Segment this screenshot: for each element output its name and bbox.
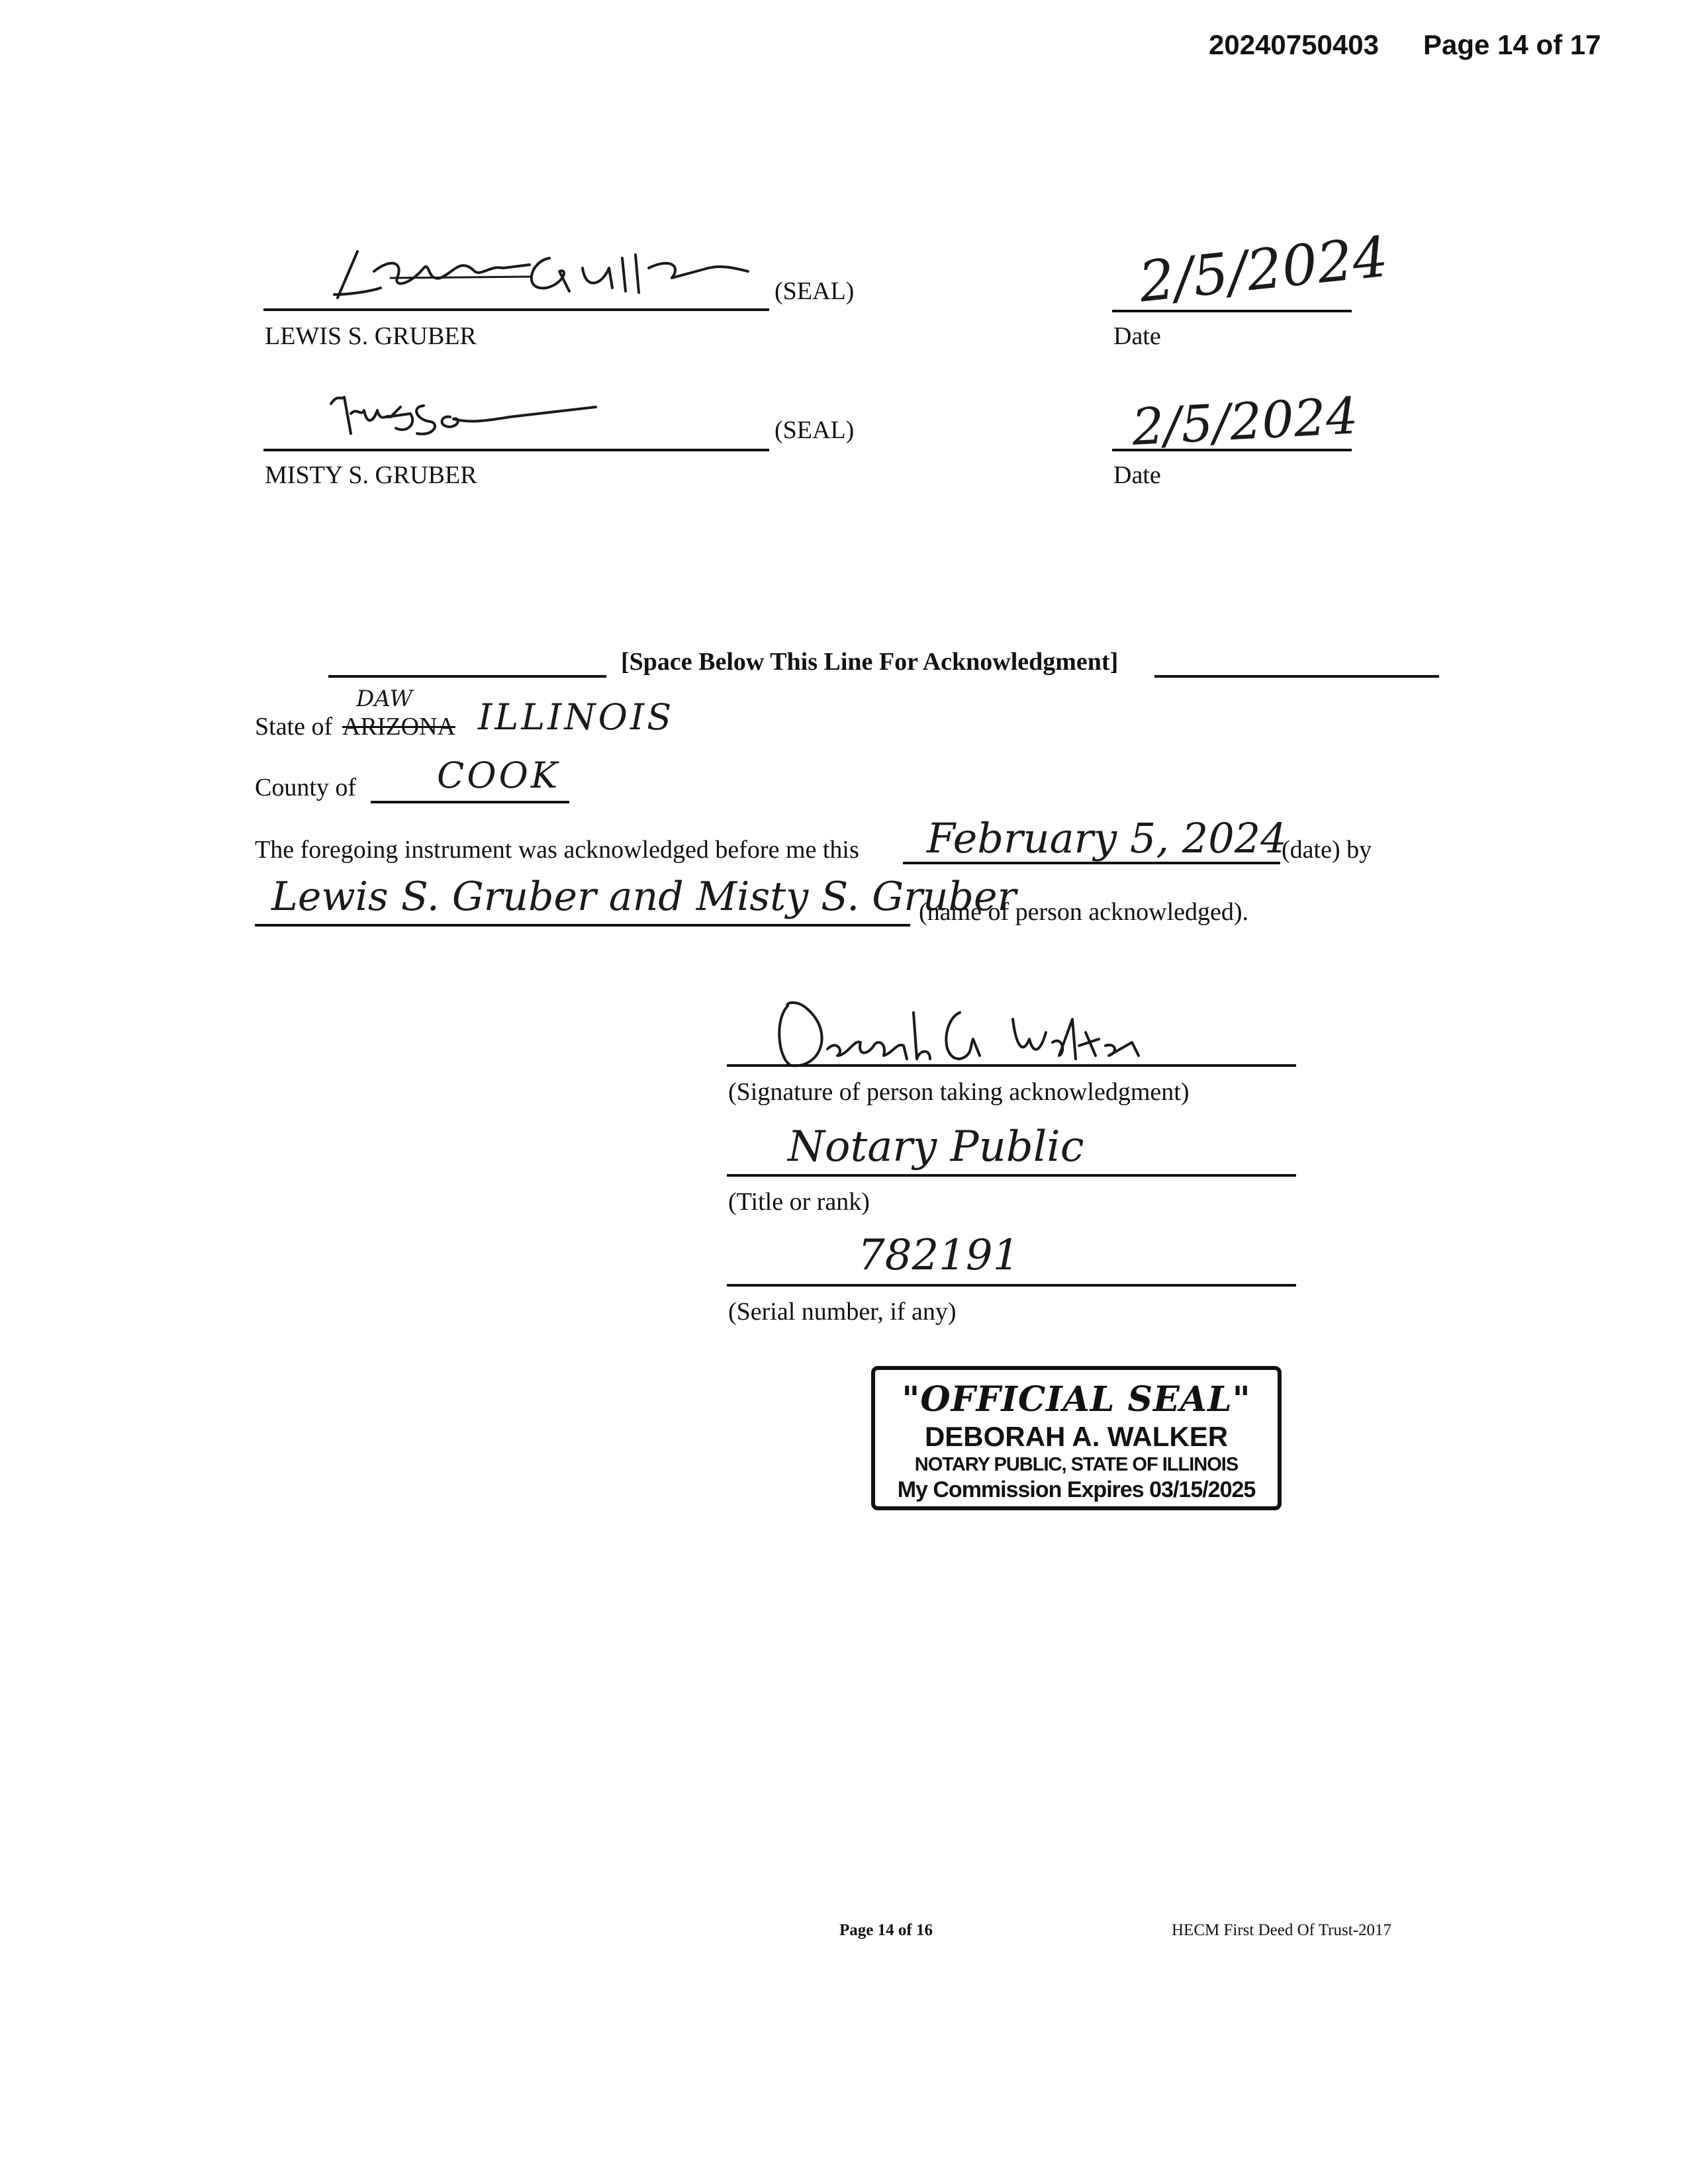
borrower2-printed-name: MISTY S. GRUBER: [265, 461, 477, 489]
seal-notary-name: DEBORAH A. WALKER: [924, 1421, 1229, 1452]
persons-acknowledged-handwritten: Lewis S. Gruber and Misty S. Gruber: [271, 874, 1017, 920]
persons-acknowledged-label: (name of person acknowledged).: [919, 898, 1249, 926]
seal-jurisdiction: NOTARY PUBLIC, STATE OF ILLINOIS: [914, 1454, 1239, 1475]
borrower2-date-handwritten: 2/5/2024: [1130, 386, 1360, 457]
notary-title-handwritten: Notary Public: [788, 1122, 1084, 1171]
notary-title-label: (Title or rank): [728, 1188, 870, 1216]
date-suffix-label: (date) by: [1282, 836, 1372, 864]
official-seal-stamp: [871, 1366, 1282, 1510]
notary-serial-label: (Serial number, if any): [728, 1298, 957, 1326]
borrower1-signature: [311, 232, 774, 308]
state-printed-struck: ARIZONA: [342, 713, 455, 741]
state-handwritten: ILLINOIS: [478, 696, 675, 738]
borrower2-date-label: Date: [1113, 461, 1161, 489]
acknowledgment-date-handwritten: February 5, 2024: [927, 814, 1287, 862]
foregoing-text: The foregoing instrument was acknowledged before me this: [255, 836, 859, 864]
borrower1-date-handwritten: 2/5/2024: [1135, 224, 1391, 315]
state-initials: DAW: [356, 686, 413, 712]
notary-signature-label: (Signature of person taking acknowledgment): [728, 1078, 1190, 1106]
county-label: County of: [255, 774, 357, 801]
borrower1-seal-label: (SEAL): [774, 277, 855, 305]
notary-signature: [761, 993, 1172, 1072]
borrower2-signature: [318, 387, 635, 447]
notary-serial-handwritten: 782191: [858, 1231, 1020, 1280]
seal-commission-expiry: My Commission Expires 03/15/2025: [897, 1477, 1256, 1502]
borrower1-printed-name: LEWIS S. GRUBER: [265, 322, 477, 350]
footer-form-name: HECM First Deed Of Trust-2017: [1172, 1921, 1391, 1939]
document-number: 20240750403: [1209, 29, 1379, 60]
state-label: State of: [255, 713, 333, 741]
county-handwritten: COOK: [437, 754, 561, 796]
borrower1-date-label: Date: [1113, 322, 1161, 350]
borrower2-seal-label: (SEAL): [774, 416, 855, 444]
seal-title: "OFFICIAL SEAL": [902, 1379, 1251, 1420]
acknowledgment-divider-text: [Space Below This Line For Acknowledgment]: [621, 648, 1119, 676]
page-counter: Page 14 of 17: [1423, 29, 1601, 60]
footer-page-number: Page 14 of 16: [839, 1921, 933, 1939]
